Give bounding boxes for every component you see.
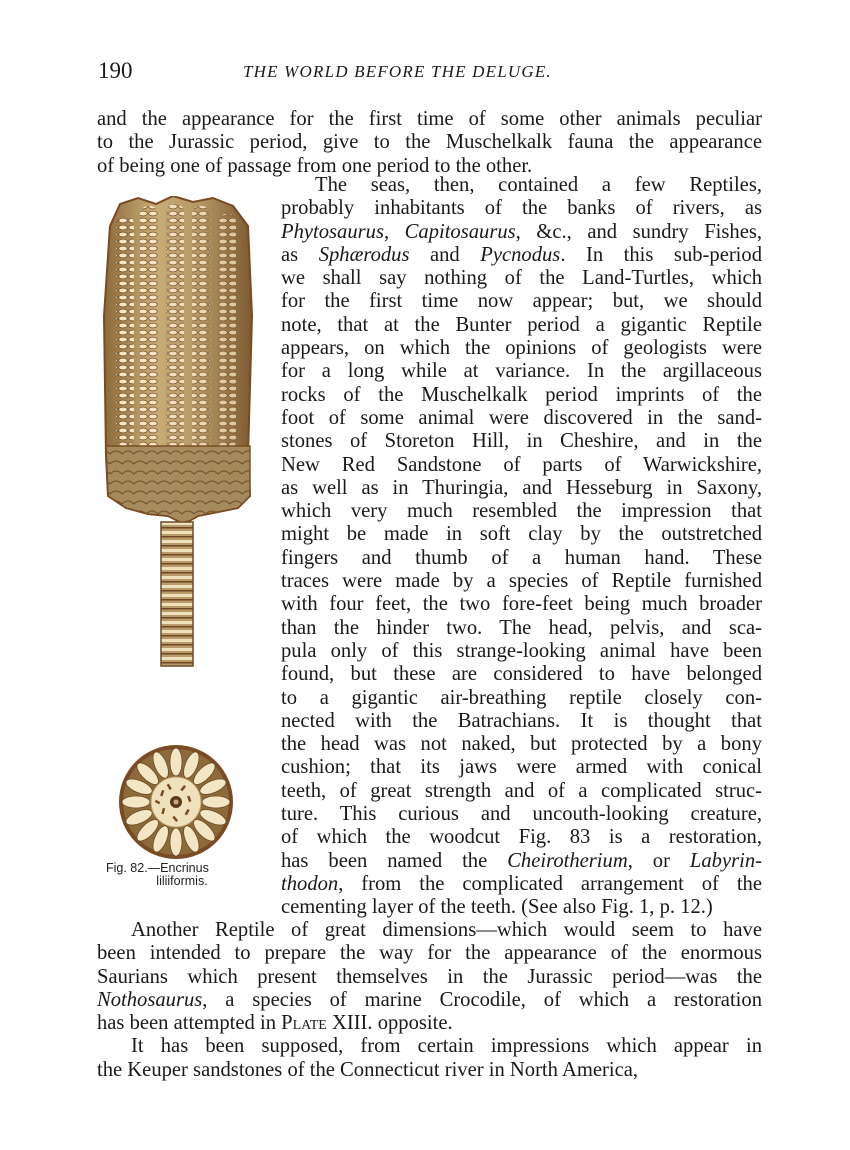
text-run: for a long while at variance. In the argillaceous: [281, 360, 762, 383]
text-line: [97, 1059, 762, 1082]
text-line: [281, 850, 762, 873]
text-run: the Keuper sandstones of the Connecticut river in North America,: [97, 1058, 638, 1081]
text-run: the head was not naked, but protected by a bony: [281, 733, 762, 756]
text-line: [281, 733, 762, 756]
text-run: ,: [383, 220, 405, 243]
text-line: [281, 523, 762, 546]
text-line: [97, 942, 762, 965]
text-line: [281, 593, 762, 616]
text-run: of which the woodcut Fig. 83 is a restoration,: [281, 826, 762, 849]
text-line: [281, 617, 762, 640]
text-line: [281, 174, 762, 197]
text-line: [281, 640, 762, 663]
text-run: traces were made by a species of Reptile furnished: [281, 570, 762, 593]
text-line: [281, 570, 762, 593]
text-run: Saurians which present themselves in the Jurassic period—was the: [97, 965, 762, 988]
text-line: [97, 966, 762, 989]
text-run: foot of some animal were discovered in the sand-: [281, 406, 762, 429]
text-run: , or: [627, 849, 690, 872]
text-run: teeth, of great strength and of a complicated struc-: [281, 779, 762, 802]
text-line: [281, 547, 762, 570]
text-run: , &c., and sundry Fishes,: [515, 220, 763, 243]
text-line: and the appearance for the first time of some other animals peculiar: [97, 108, 762, 130]
caption-line: liliiformis.: [156, 874, 208, 888]
text-line: [281, 430, 762, 453]
figure-caption: [97, 862, 267, 888]
text-line: [281, 314, 762, 337]
opening-paragraph: [97, 108, 762, 178]
italic-term: Nothosaurus: [97, 988, 203, 1011]
caption-line: Fig. 82.—Encrinus: [106, 861, 209, 875]
text-line: [281, 360, 762, 383]
italic-term: Pycnodus: [480, 243, 561, 266]
text-line: [281, 500, 762, 523]
body-paragraph-narrow: [281, 174, 762, 920]
text-line: [281, 221, 762, 244]
text-run: note, that at the Bunter period a gigantic Reptile: [281, 313, 762, 336]
text-run: Another Reptile of great dimensions—which would seem to have: [131, 919, 762, 941]
text-run: XIII. opposite.: [326, 1012, 453, 1035]
text-line: to the Jurassic period, give to the Muschelkalk fauna the appearance: [97, 131, 762, 154]
text-run: we shall say nothing of the Land-Turtles, which: [281, 267, 762, 290]
running-title: THE WORLD BEFORE THE DELUGE.: [243, 62, 552, 81]
encrinus-liliiformis-illustration: [98, 196, 258, 670]
text-line: [281, 756, 762, 779]
text-run: , a species of marine Crocodile, of which a restoration: [202, 988, 762, 1011]
text-line: [281, 687, 762, 710]
text-run: , from the complicated arrangement of the: [338, 872, 762, 895]
text-line: [281, 477, 762, 500]
text-line: [281, 384, 762, 407]
text-line: [281, 873, 762, 896]
text-line: [281, 267, 762, 290]
text-line: [281, 407, 762, 430]
text-line: [281, 244, 762, 267]
text-run: which very much resembled the impression that: [281, 500, 762, 523]
text-run: nected with the Batrachians. It is thought that: [281, 709, 762, 732]
text-line: [281, 826, 762, 849]
text-line: [281, 454, 762, 477]
text-line: [281, 780, 762, 803]
text-line: [97, 989, 762, 1012]
text-run: New Red Sandstone of parts of Warwickshire,: [281, 453, 762, 476]
text-line: [97, 1012, 762, 1035]
text-run: been intended to prepare the way for the appearance of the enormous: [97, 942, 762, 965]
italic-term: Capitosaurus: [404, 220, 516, 243]
small-caps-term: Plate: [281, 1012, 327, 1035]
text-run: to a gigantic air-breathing reptile closely con-: [281, 686, 762, 709]
text-run: for the first time now appear; but, we should: [281, 290, 762, 313]
text-line: [281, 290, 762, 313]
body-paragraph-closing: [97, 919, 762, 1082]
text-run: has been named the: [281, 849, 508, 872]
text-run: . In this sub-period: [560, 243, 763, 266]
text-run: pula only of this strange-looking animal have been: [281, 639, 762, 662]
text-line: [281, 896, 762, 919]
text-run: appears, on which the opinions of geologists were: [281, 337, 762, 360]
italic-term: Sphærodus: [318, 243, 410, 266]
text-line: [281, 197, 762, 220]
italic-term: thodon: [281, 872, 339, 895]
italic-term: Labyrin-: [689, 849, 762, 872]
text-run: might be made in soft clay by the outstretched: [281, 523, 762, 546]
text-run: rocks of the Muschelkalk period imprints of the: [281, 383, 762, 406]
text-run: fingers and thumb of a human hand. These: [281, 546, 762, 569]
italic-term: Cheirotherium: [507, 849, 628, 872]
italic-term: Phytosaurus: [281, 220, 384, 243]
crinoid-stem-section-illustration: [116, 742, 236, 862]
text-run: ture. This curious and uncouth-looking creature,: [281, 803, 762, 826]
text-run: as: [281, 243, 319, 266]
text-line: [281, 803, 762, 826]
text-line: [281, 663, 762, 686]
text-line: [281, 710, 762, 733]
text-run: and: [409, 243, 481, 266]
page-number: 190: [98, 58, 133, 83]
text-line: [97, 1035, 762, 1058]
text-run: It has been supposed, from certain impressions which appear in: [131, 1035, 762, 1058]
text-run: cementing layer of the teeth. (See also Fig. 1, p. 12.): [281, 896, 713, 919]
text-run: as well as in Thuringia, and Hesseburg in Saxony,: [281, 476, 762, 499]
text-run: cushion; that its jaws were armed with conical: [281, 756, 762, 779]
text-run: with four feet, the two fore-feet being much broader: [281, 593, 762, 616]
text-line: of being one of passage from one period to the other.: [97, 154, 533, 177]
text-run: found, but these are considered to have belonged: [281, 663, 762, 686]
text-run: than the hinder two. The head, pelvis, and sca-: [281, 616, 762, 639]
text-run: has been attempted in: [97, 1012, 282, 1035]
text-run: probably inhabitants of the banks of rivers, as: [281, 197, 762, 220]
text-run: stones of Storeton Hill, in Cheshire, and in the: [281, 430, 762, 453]
text-line: [281, 337, 762, 360]
text-run: The seas, then, contained a few Reptiles,: [315, 174, 762, 196]
text-line: [97, 919, 762, 942]
